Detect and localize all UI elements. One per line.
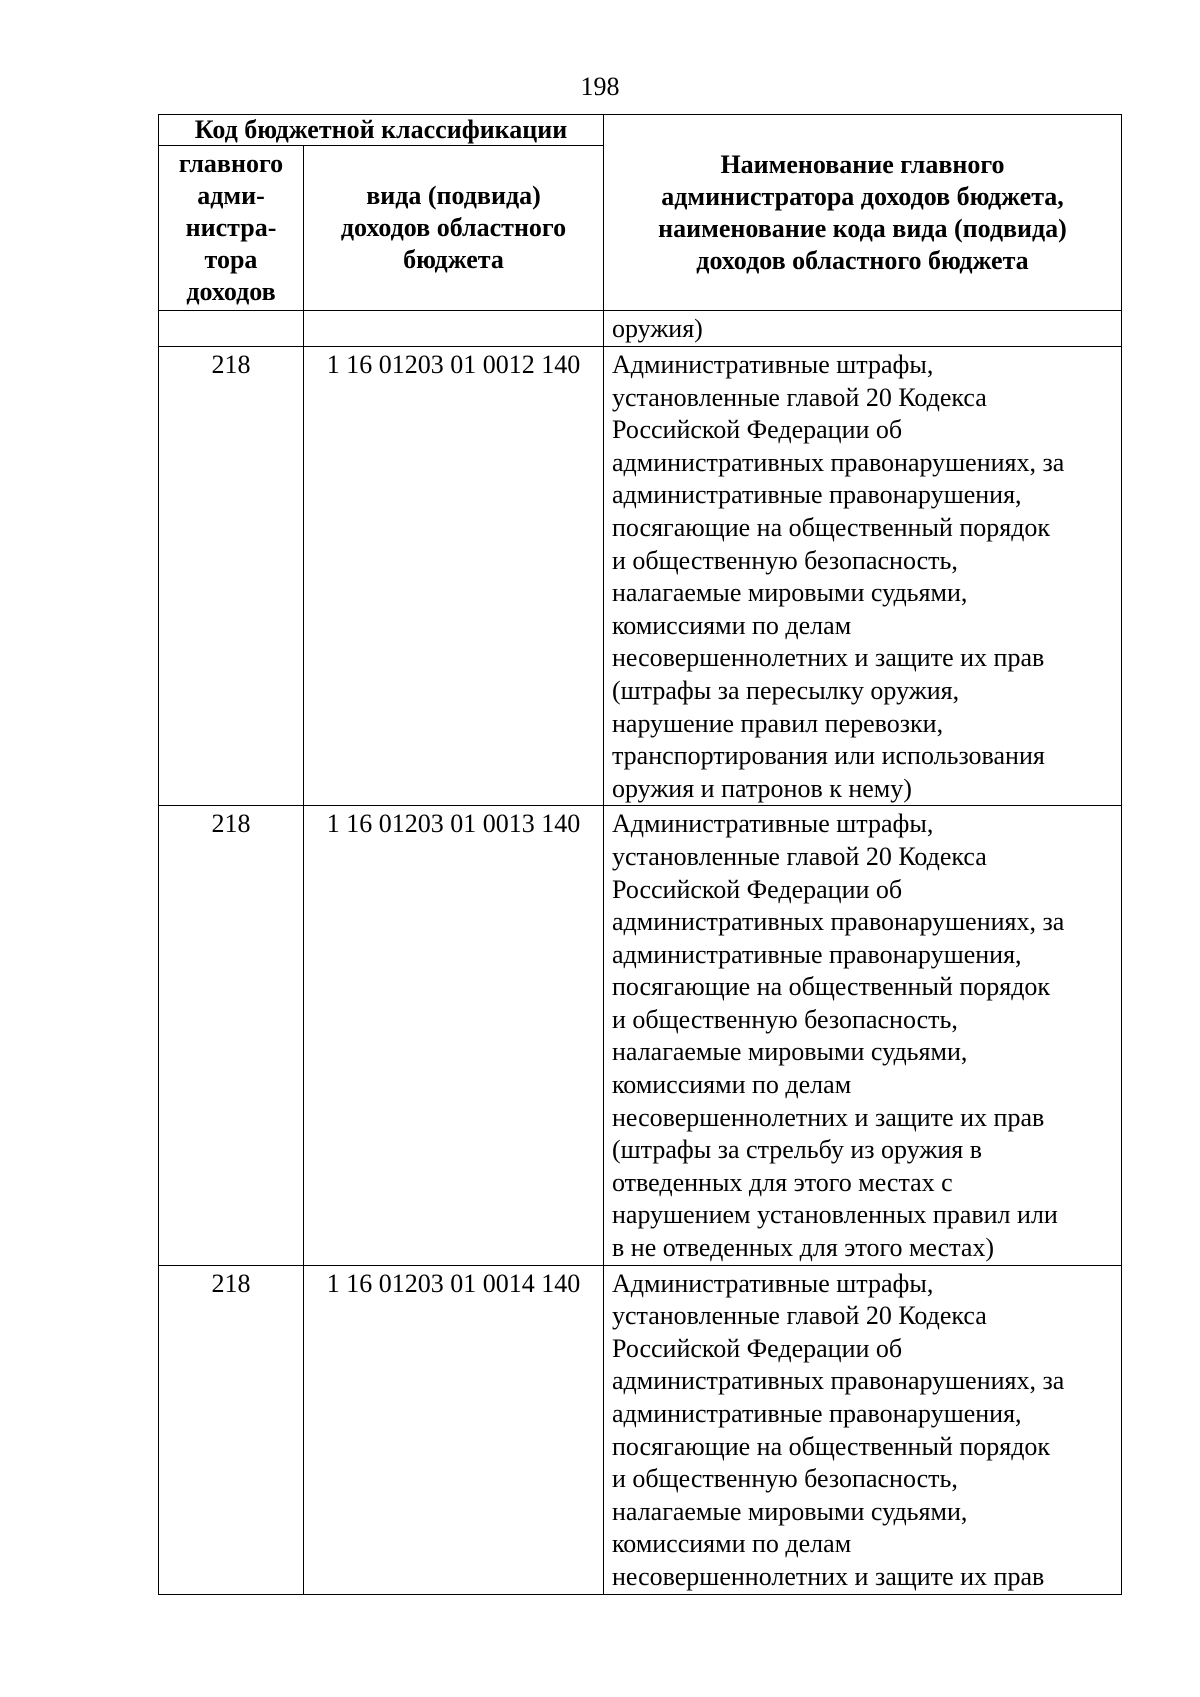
header-name-line: администратора доходов бюджета, (661, 181, 1064, 211)
description-line: налагаемые мировыми судьями, (612, 1496, 968, 1526)
header-name-line: доходов областного бюджета (696, 245, 1029, 275)
header-group-label: Код бюджетной классификации (194, 115, 568, 144)
revenue-code-cell: 1 16 01203 01 0013 140 (304, 806, 604, 1265)
description-line: комиссиями по делам (612, 1529, 852, 1559)
description-line: посягающие на общественный порядок (612, 1431, 1051, 1461)
description-line: посягающие на общественный порядок (612, 512, 1051, 542)
header-admin-line: тора (204, 245, 258, 274)
description-line: Административные штрафы, (612, 809, 934, 839)
header-group-cell (159, 115, 604, 146)
header-admin-line: главного (178, 149, 284, 178)
header-admin-line: адми- (197, 181, 265, 210)
description-cell (604, 311, 1122, 347)
description-line: несовершеннолетних и защите их прав (612, 1561, 1045, 1591)
description-line: административных правонарушениях, за (612, 447, 1065, 477)
description-line: и общественную безопасность, (612, 1464, 958, 1494)
description-line: нарушением установленных правил или (612, 1200, 1058, 1230)
table-row (159, 1265, 1122, 1594)
description-line: транспортирования или использования (612, 741, 1045, 771)
header-code-line: бюджета (403, 245, 504, 274)
description-line: административные правонарушения, (612, 480, 1022, 510)
header-name-line: наименование кода вида (подвида) (658, 213, 1067, 243)
page-number: 198 (580, 72, 620, 101)
description-line: и общественную безопасность, (612, 1004, 958, 1034)
description-line: административные правонарушения, (612, 1399, 1022, 1428)
revenue-code-cell: 1 16 01203 01 0012 140 (304, 347, 604, 806)
description-line: нарушение правил перевозки, (612, 708, 944, 738)
description-cell (604, 1265, 1122, 1594)
header-code-cell (304, 146, 604, 311)
description-line: оружия) (612, 314, 703, 343)
header-admin-cell (159, 146, 304, 311)
description-line: налагаемые мировыми судьями, (612, 1037, 968, 1067)
description-line: в не отведенных для этого местах) (612, 1233, 995, 1263)
admin-code-cell: 218 (159, 347, 304, 806)
description-line: посягающие на общественный порядок (612, 972, 1051, 1002)
description-line: и общественную безопасность, (612, 545, 958, 575)
description-line: Российской Федерации об (612, 415, 903, 445)
header-admin-line: доходов (186, 277, 276, 306)
description-line: комиссиями по делам (612, 610, 852, 640)
description-line: налагаемые мировыми судьями, (612, 578, 968, 608)
description-line: установленные главой 20 Кодекса (612, 841, 987, 871)
description-line: несовершеннолетних и защите их прав (612, 643, 1045, 673)
description-line: несовершеннолетних и защите их прав (612, 1102, 1045, 1132)
description-line: установленные главой 20 Кодекса (612, 1301, 987, 1331)
header-name-line: Наименование главного (720, 149, 1005, 179)
description-line: Административные штрафы, (612, 1268, 934, 1298)
description-line: установленные главой 20 Кодекса (612, 382, 987, 412)
description-line: отведенных для этого местах с (612, 1167, 953, 1197)
description-cell (604, 347, 1122, 806)
description-line: административных правонарушениях, за (612, 907, 1065, 937)
description-line: Административные штрафы, (612, 350, 934, 379)
header-admin-line: нистра- (185, 213, 277, 242)
description-line: (штрафы за пересылку оружия, (612, 675, 960, 705)
description-line: оружия и патронов к нему) (612, 773, 912, 803)
table-row (159, 806, 1122, 1265)
revenue-code-cell (304, 311, 604, 347)
admin-code-cell: 218 (159, 806, 304, 1265)
header-code-line: вида (подвида) (366, 181, 541, 210)
description-cell (604, 806, 1122, 1265)
header-row-group (159, 115, 1122, 146)
budget-classification-table (158, 114, 1122, 1595)
description-line: (штрафы за стрельбу из оружия в (612, 1135, 982, 1165)
admin-code-cell (159, 311, 304, 347)
description-line: Российской Федерации об (612, 874, 903, 904)
description-line: комиссиями по делам (612, 1070, 852, 1100)
header-name-cell (604, 115, 1122, 311)
description-line: Российской Федерации об (612, 1333, 903, 1363)
admin-code-cell: 218 (159, 1265, 304, 1594)
description-line: административные правонарушения, (612, 939, 1022, 969)
table-row-continuation (159, 311, 1122, 347)
table-row (159, 347, 1122, 806)
description-line: административных правонарушениях, за (612, 1366, 1065, 1396)
header-code-line: доходов областного (340, 213, 567, 242)
revenue-code-cell: 1 16 01203 01 0014 140 (304, 1265, 604, 1594)
